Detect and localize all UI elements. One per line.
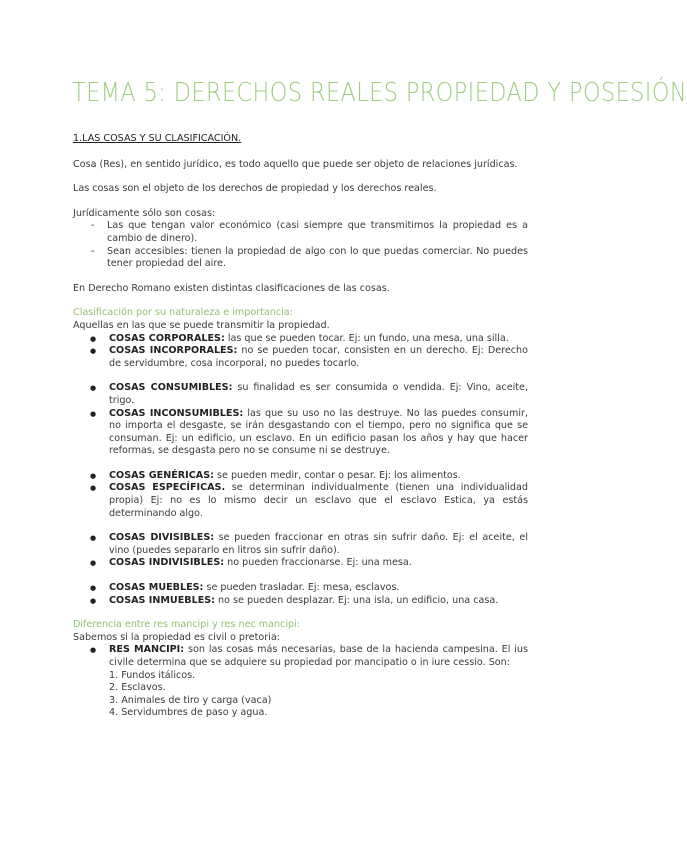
dash-item: - Las que tengan valor económico (casi siempre que transmitimos la propiedad es a cambio de dinero). — [95, 220, 528, 245]
list-item: ● COSAS INCORPORALES: no se pueden tocar, consisten en un derecho. Ej: Derecho de servidumbre, cosa incorporal, no puedes tocarlo. — [87, 345, 528, 370]
numbered-item: 4. Servidumbres de paso y agua. — [109, 707, 268, 719]
paragraph-derecho-romano: En Derecho Romano existen distintas clasificaciones de las cosas. — [73, 282, 390, 294]
paragraph-objeto: Las cosas son el objeto de los derechos de propiedad y los derechos reales. — [73, 183, 437, 195]
intro-clasificacion: Aquellas en las que se puede transmitir la propiedad. — [73, 319, 330, 331]
list-item: ● COSAS GENÉRICAS: se pueden medir, contar o pesar. Ej: los alimentos. — [87, 470, 528, 483]
list-item: ● COSAS CORPORALES: las que se pueden tocar. Ej: un fundo, una mesa, una silla. — [87, 333, 528, 346]
document-body — [73, 133, 528, 720]
bullet-group — [73, 582, 528, 607]
numbered-item: 3. Animales de tiro y carga (vaca) — [109, 694, 272, 706]
subheading-clasificacion: Clasificación por su naturaleza e importancia: — [73, 307, 293, 319]
dash-item: - Sean accesibles: tienen la propiedad de algo con lo que puedas comerciar. No puedes tener propiedad del aire. — [95, 246, 528, 271]
paragraph-juridicamente: Jurídicamente sólo son cosas: — [73, 207, 216, 219]
list-item: ● COSAS INMUEBLES: no se pueden desplazar. Ej: una isla, un edificio, una casa. — [87, 595, 528, 608]
dash-list — [73, 220, 528, 270]
page-title: TEMA 5: DERECHOS REALES PROPIEDAD Y POSESIÓN — [72, 78, 687, 108]
numbered-item: 2. Esclavos. — [109, 682, 166, 694]
numbered-list — [73, 670, 528, 720]
list-item: ● COSAS ESPECÍFICAS. se determinan individualmente (tienen una individualidad propia) Ej: no es lo mismo decir un esclavo que el esclavo Estica, ya estás determinando algo. — [87, 482, 528, 520]
bullet-group — [73, 333, 528, 371]
list-item: ● COSAS DIVISIBLES: se pueden fraccionar en otras sin sufrir daño. Ej: el aceite, el vino (puedes separarlo en litros sin sufrir daño). — [87, 532, 528, 557]
numbered-item: 1. Fundos itálicos. — [109, 669, 196, 681]
list-item: ● COSAS MUEBLES: se pueden trasladar. Ej: mesa, esclavos. — [87, 582, 528, 595]
list-item: ● RES MANCIPI: son las cosas más necesarias, base de la hacienda campesina. El ius civile determina que se adquiere su propiedad por mancipatio o in iure cessio. Son: — [87, 644, 528, 669]
list-item: ● COSAS INDIVISIBLES: no pueden fraccionarse. Ej: una mesa. — [87, 557, 528, 570]
section-heading: 1.LAS COSAS Y SU CLASIFICACIÓN. — [73, 133, 242, 144]
bullet-group — [73, 382, 528, 458]
list-item: ● COSAS INCONSUMIBLES: las que su uso no las destruye. No las puedes consumir, no importa el desgaste, se irán desgastando con el tiempo, pero no significa que se consuman. Ej: un edificio, un esclavo. En un edificio pasan los años y hay que hacer reformas, se desgasta pero no se consume ni se destruye. — [87, 408, 528, 458]
intro-res-mancipi: Sabemos si la propiedad es civil o pretoria: — [73, 631, 280, 643]
subheading-res-mancipi: Diferencia entre res mancipi y res nec mancipi: — [73, 619, 301, 631]
paragraph-cosa: Cosa (Res), en sentido jurídico, es todo aquello que puede ser objeto de relaciones jurídicas. — [73, 158, 518, 170]
bullet-group — [73, 470, 528, 520]
bullet-group — [73, 532, 528, 570]
bullet-group — [73, 644, 528, 669]
list-item: ● COSAS CONSUMIBLES: su finalidad es ser consumida o vendida. Ej: Vino, aceite, trigo. — [87, 382, 528, 407]
